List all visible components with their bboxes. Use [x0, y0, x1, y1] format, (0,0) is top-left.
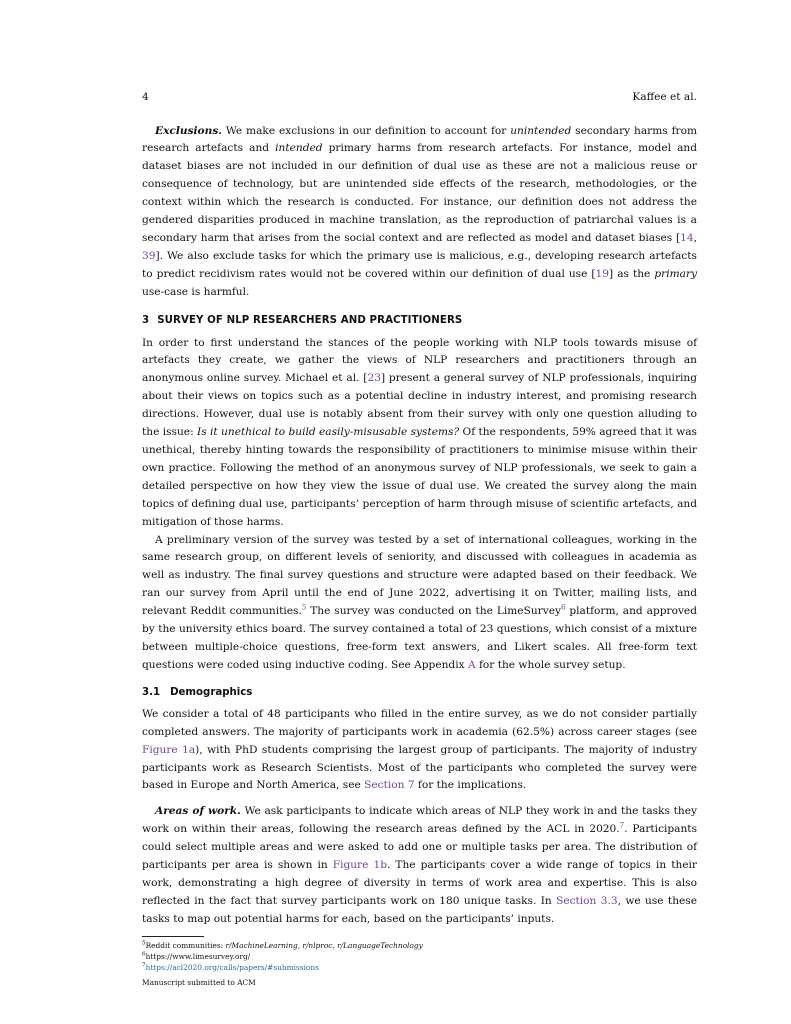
- subsection-heading: [142, 684, 697, 701]
- footnote-6: [142, 951, 697, 962]
- text-run: use-case is harmful.: [142, 285, 250, 298]
- page-number: 4: [142, 91, 149, 103]
- exclusions-paragraph: [142, 123, 697, 302]
- text-run: We ask participants to indicate which areas of NLP they work in and the tasks they work on within their areas, following the research areas defined by the ACL in 2020.: [142, 805, 697, 836]
- citation-link[interactable]: 39: [142, 249, 156, 262]
- text-run: for the implications.: [414, 779, 527, 792]
- survey-paragraph-2: [142, 532, 697, 675]
- footnote-communities: r/MachineLearning, r/nlproc, r/LanguageTechnology: [225, 940, 423, 950]
- footnote-url-link[interactable]: https://acl2020.org/calls/papers/#submissions: [145, 963, 319, 973]
- text-run: We consider a total of 48 participants who filled in the entire survey, as we do not consider partially completed answers. The majority of participants work in academia (62.5%) across career stages (see: [142, 707, 697, 738]
- text-run: ,: [693, 231, 697, 244]
- section-link[interactable]: Section 3.3: [556, 894, 618, 907]
- subsection-number: 3.1: [142, 686, 161, 698]
- text-run: platform, and approved by the university ethics board. The survey contained a total of 23 questions, which consist of a mixture between multiple-choice questions, free-form text answers, and Likert scales. All free-form text questions were coded using inductive coding. See Appendix: [142, 605, 697, 671]
- emphasis: Is it unethical to build easily-misusable systems?: [197, 426, 460, 439]
- figure-link[interactable]: Figure 1b: [332, 859, 387, 872]
- text-run: primary harms from research artefacts. For instance, model and dataset biases are not included in our definition of dual use as these are not a malicious reuse or consequence of technology, but are unintended side effects of the research, methodologies, or the context within which the research is conducted. For instance, our definition does not address the gendered disparities produced in machine translation, as the reproduction of patriarchal values is a secondary harm that arises from the social context and are reflected as model and dataset biases [: [142, 142, 698, 244]
- footnote-7: [142, 962, 697, 973]
- manuscript-footer: Manuscript submitted to ACM: [142, 978, 256, 988]
- subsection-title: Demographics: [170, 686, 253, 698]
- paragraph-lead: Areas of work.: [155, 805, 241, 818]
- areas-paragraph: [142, 803, 697, 928]
- section-title: SURVEY OF NLP RESEARCHERS AND PRACTITIONERS: [157, 314, 463, 326]
- survey-paragraph-1: [142, 335, 697, 532]
- footnote-5: [142, 940, 697, 951]
- text-run: . Participants could select multiple areas and were asked to add one or multiple tasks per area. The distribution of participants per area is shown in: [142, 823, 698, 872]
- text-run: ] present a general survey of NLP professionals, inquiring about their views on topics such as a potential decline in industry interest, and promising research directions. However, dual use is notably absent from their survey with only one question alluding to the issue:: [142, 372, 698, 439]
- footnote-number: 6: [142, 951, 146, 958]
- footnote-number: 7: [142, 962, 146, 969]
- running-author: Kaffee et al.: [632, 91, 697, 103]
- paragraph-gap: [142, 795, 697, 803]
- emphasis: unintended: [510, 124, 572, 137]
- citation-link[interactable]: 19: [595, 267, 610, 280]
- demographics-paragraph: [142, 706, 697, 796]
- text-run: secondary harms from research artefacts and: [142, 124, 698, 155]
- text-run: . The participants cover a wide range of topics in their work, demonstrating a high degree of diversity in terms of work area and expertise. This is also reflected in the fact that survey participants work on 180 unique tasks. In: [142, 859, 697, 907]
- emphasis: primary: [654, 267, 697, 280]
- text-run: ), with PhD students comprising the largest group of participants. The majority of industry participants work as Research Scientists. Most of the participants who completed the survey were based in Europe and North America, see: [142, 743, 697, 792]
- paragraph-lead: Exclusions.: [155, 124, 222, 137]
- section-heading: [142, 312, 697, 329]
- footnote-marker[interactable]: 7: [619, 821, 625, 830]
- page-body: [142, 123, 697, 989]
- section-link[interactable]: Section 7: [364, 779, 415, 792]
- text-run: for the whole survey setup.: [475, 658, 626, 671]
- footnote-marker[interactable]: 6: [560, 603, 566, 612]
- text-run: We make exclusions in our definition to account for: [221, 124, 511, 137]
- text-run: The survey was conducted on the LimeSurvey: [306, 605, 561, 618]
- footnote-number: 5: [142, 940, 146, 947]
- citation-link[interactable]: 14: [680, 231, 694, 244]
- citation-link[interactable]: 23: [367, 372, 381, 385]
- text-run: Of the respondents, 59% agreed that it was unethical, thereby hinting towards the responsibility of practitioners to minimise misuse within their own practice. Following the method of an anonymous survey of NLP professionals, we seek to gain a detailed perspective on how they view the issue of dual use. We created the survey along the main topics of defining dual use, participants’ perception of harm through misuse of scientific artefacts, and mitigation of those harms.: [142, 426, 697, 528]
- text-run: ] as the: [609, 267, 655, 280]
- figure-link[interactable]: Figure 1a: [142, 743, 196, 756]
- text-run: ]. We also exclude tasks for which the primary use is malicious, e.g., developing research artefacts to predict recidivism rates would not be covered within our definition of dual use [: [142, 249, 697, 280]
- text-run: , we use these tasks to map out potential harms for each, based on the participants’ inputs.: [142, 894, 697, 925]
- footnote-rule: [142, 936, 204, 937]
- footnote-text: Reddit communities:: [145, 940, 226, 950]
- section-number: 3: [142, 314, 150, 326]
- footnote-url: https://www.limesurvey.org/: [145, 951, 251, 961]
- text-run: In order to first understand the stances of the people working with NLP tools towards misuse of artefacts they create, we gather the views of NLP researchers and practitioners through an anonymous online survey. Michael et al. [: [142, 336, 697, 385]
- footnote-marker[interactable]: 5: [301, 603, 307, 612]
- appendix-link[interactable]: A: [467, 658, 476, 671]
- text-run: A preliminary version of the survey was tested by a set of international colleagues, working in the same research group, on different levels of seniority, and discussed with colleagues in academia as well as industry. The final survey questions and structure were adapted based on their feedback. We ran our survey from April until the end of June 2022, advertising it on Twitter, mailing lists, and relevant Reddit communities.: [142, 533, 697, 618]
- emphasis: intended: [275, 142, 323, 155]
